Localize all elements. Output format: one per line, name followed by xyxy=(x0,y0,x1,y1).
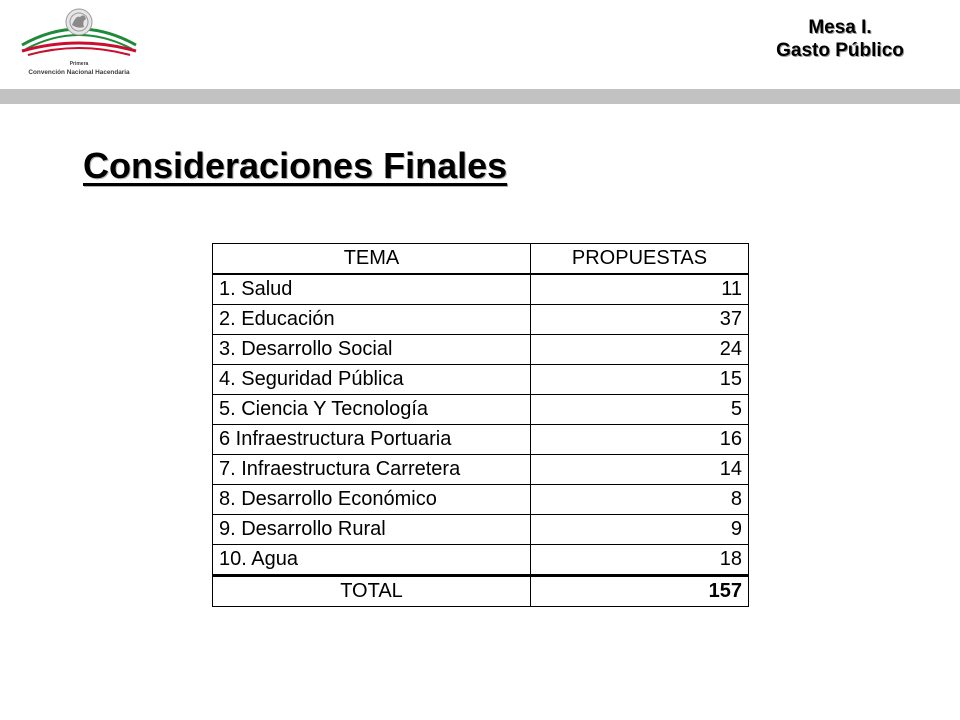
propuestas-cell: 9 xyxy=(531,515,749,545)
propuestas-cell: 37 xyxy=(531,305,749,335)
mexican-coat-of-arms-icon xyxy=(14,5,144,61)
table-row xyxy=(213,545,749,576)
table-row xyxy=(213,515,749,545)
propuestas-cell: 14 xyxy=(531,455,749,485)
tema-cell: 1. Salud xyxy=(213,274,531,305)
table-row xyxy=(213,455,749,485)
total-value: 157 xyxy=(531,576,749,607)
column-header-tema: TEMA xyxy=(213,244,531,275)
table-row xyxy=(213,365,749,395)
propuestas-cell: 18 xyxy=(531,545,749,576)
tema-cell: 8. Desarrollo Económico xyxy=(213,485,531,515)
page-title: Consideraciones Finales xyxy=(83,145,508,186)
table-row xyxy=(213,485,749,515)
tema-cell: 3. Desarrollo Social xyxy=(213,335,531,365)
logo-line-primera: Primera xyxy=(69,61,89,67)
table-row xyxy=(213,305,749,335)
header-divider-bar xyxy=(0,89,960,104)
tema-cell: 7. Infraestructura Carretera xyxy=(213,455,531,485)
logo-line-convencion: Convención Nacional Hacendaria xyxy=(28,69,130,76)
session-topic: Gasto Público xyxy=(776,40,904,61)
table-row xyxy=(213,274,749,305)
tema-cell: 9. Desarrollo Rural xyxy=(213,515,531,545)
tema-cell: 10. Agua xyxy=(213,545,531,576)
table-header-row xyxy=(213,244,749,275)
table-row xyxy=(213,335,749,365)
propuestas-cell: 5 xyxy=(531,395,749,425)
table-row xyxy=(213,425,749,455)
proposals-table-container xyxy=(212,243,748,607)
tema-cell: 2. Educación xyxy=(213,305,531,335)
propuestas-cell: 15 xyxy=(531,365,749,395)
proposals-table xyxy=(212,243,749,607)
tema-cell: 5. Ciencia Y Tecnología xyxy=(213,395,531,425)
total-label: TOTAL xyxy=(213,576,531,607)
propuestas-cell: 11 xyxy=(531,274,749,305)
column-header-propuestas: PROPUESTAS xyxy=(531,244,749,275)
propuestas-cell: 16 xyxy=(531,425,749,455)
propuestas-cell: 24 xyxy=(531,335,749,365)
logo xyxy=(14,5,144,83)
session-number: Mesa I. xyxy=(808,17,872,38)
tema-cell: 4. Seguridad Pública xyxy=(213,365,531,395)
table-row xyxy=(213,395,749,425)
session-header xyxy=(740,16,940,62)
tema-cell: 6 Infraestructura Portuaria xyxy=(213,425,531,455)
propuestas-cell: 8 xyxy=(531,485,749,515)
table-total-row xyxy=(213,576,749,607)
